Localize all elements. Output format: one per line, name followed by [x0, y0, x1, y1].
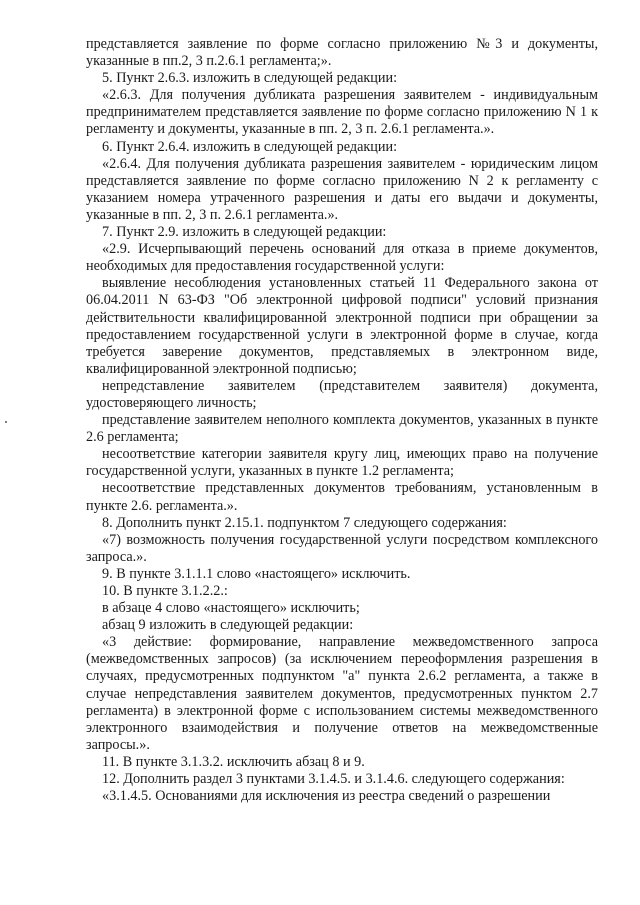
- paragraph: «3 действие: формирование, направление межведомственного запроса (межведомственных запросов) (за исключением переоформления разрешения в случаях, предусмотренных подпунктом "а" пункта 2.6.2 регламента, а также в случае непредставления заявителем документов, предусмотренных пунктом 2.7 регламента) в электронной форме с использованием системы межведомственного электронного взаимодействия и получение ответов на межведомственные запросы.».: [86, 634, 598, 753]
- paragraph: 5. Пункт 2.6.3. изложить в следующей редакции:: [102, 70, 398, 87]
- paragraph: несоответствие категории заявителя кругу лиц, имеющих право на получение государственной услуги, указанных в пункте 1.2 регламента;: [86, 446, 598, 480]
- paragraph: представляется заявление по форме согласно приложению №3 и документы, указанные в пп.2, 3 п.2.6.1 регламента;».: [86, 36, 598, 70]
- paragraph: выявление несоблюдения установленных статьей 11 Федерального закона от 06.04.2011 N 63-ФЗ "Об электронной цифровой подписи" условий признания действительности квалифицированной электронной подписи при обращении за предоставлением государственной услуги в электронной форме в случае, когда требуется заверение документов, представляемых в электронном виде, квалифицированной электронной подписью;: [86, 275, 598, 377]
- paragraph: «3.1.4.5. Основаниями для исключения из реестра сведений о разрешении: [102, 788, 551, 805]
- paragraph: «2.9. Исчерпывающий перечень оснований для отказа в приеме документов, необходимых для предоставления государственной услуги:: [86, 241, 598, 275]
- paragraph: 9. В пункте 3.1.1.1 слово «настоящего» исключить.: [102, 565, 411, 582]
- paragraph: представление заявителем неполного комплекта документов, указанных в пункте 2.6 регламента;: [86, 412, 598, 446]
- scan-speck: [5, 421, 7, 423]
- paragraph: несоответствие представленных документов требованиям, установленным в пункте 2.6. регламента.».: [86, 480, 598, 514]
- paragraph: абзац 9 изложить в следующей редакции:: [102, 617, 354, 634]
- paragraph: 8. Дополнить пункт 2.15.1. подпунктом 7 следующего содержания:: [102, 514, 507, 531]
- paragraph: 7. Пункт 2.9. изложить в следующей редакции:: [102, 224, 387, 241]
- paragraph: 11. В пункте 3.1.3.2. исключить абзац 8 и 9.: [102, 753, 365, 770]
- paragraph: в абзаце 4 слово «настоящего» исключить;: [102, 600, 360, 617]
- paragraph: непредставление заявителем (представителем заявителя) документа, удостоверяющего личность;: [86, 377, 598, 411]
- paragraph: 12. Дополнить раздел 3 пунктами 3.1.4.5. и 3.1.4.6. следующего содержания:: [102, 771, 565, 788]
- paragraph: «7) возможность получения государственной услуги посредством комплексного запроса.».: [86, 531, 598, 565]
- paragraph: «2.6.4. Для получения дубликата разрешения заявителем - юридическим лицом представляется заявление по форме согласно приложению N 2 к регламенту с указанием номера утраченного разрешения и даты его выдачи и документы, указанные в пп. 2, 3 п. 2.6.1 регламента.».: [86, 155, 598, 223]
- paragraph: 10. В пункте 3.1.2.2.:: [102, 583, 228, 599]
- paragraph: 6. Пункт 2.6.4. изложить в следующей редакции:: [102, 138, 398, 155]
- document-body: [86, 36, 598, 805]
- paragraph: «2.6.3. Для получения дубликата разрешения заявителем - индивидуальным предпринимателем представляется заявление по форме согласно приложению N 1 к регламенту и документы, указанные в пп. 2, 3 п. 2.6.1 регламента.».: [86, 87, 598, 138]
